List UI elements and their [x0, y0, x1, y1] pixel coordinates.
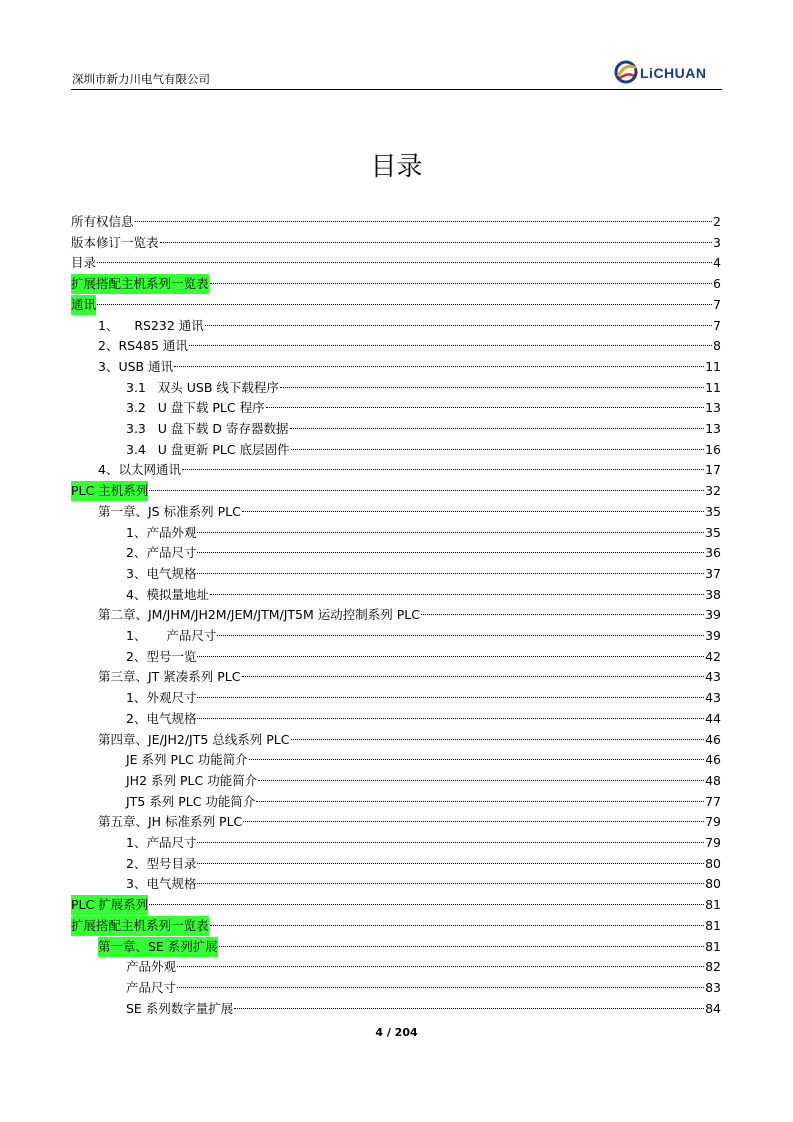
toc-leader-dots	[197, 573, 704, 574]
toc-entry-label: 1、 产品尺寸	[126, 628, 217, 643]
toc-entry-page: 84	[705, 1000, 721, 1016]
page-title: 目录	[370, 152, 423, 182]
toc-entry-label: 目录	[71, 255, 97, 271]
toc-leader-dots	[177, 987, 704, 988]
toc-entry-label: 3.1 双头 USB 线下载程序	[126, 379, 279, 395]
toc-entry-page: 83	[705, 979, 721, 995]
toc-entry-page: 81	[705, 917, 721, 933]
toc-entry[interactable]	[126, 440, 721, 460]
toc-entry[interactable]	[71, 274, 721, 294]
toc-entry-page: 42	[705, 648, 721, 664]
toc-entry-label: 第一章、SE 系列扩展	[98, 937, 218, 957]
toc-leader-dots	[197, 552, 704, 553]
toc-entry[interactable]	[71, 212, 721, 232]
page-indicator: 4 / 204	[375, 1026, 418, 1039]
toc-entry-page: 4	[713, 255, 721, 271]
toc-leader-dots	[197, 883, 704, 884]
toc-leader-dots	[219, 946, 704, 947]
toc-leader-dots	[243, 821, 704, 822]
toc-entry-label: 1、产品尺寸	[126, 835, 197, 850]
toc-entry[interactable]	[71, 916, 721, 936]
toc-entry[interactable]	[98, 336, 721, 356]
header-divider	[71, 89, 722, 90]
toc-entry-label: JH2 系列 PLC 功能简介	[126, 772, 258, 788]
toc-leader-dots	[197, 656, 704, 657]
toc-entry-page: 39	[705, 607, 721, 623]
toc-leader-dots	[160, 242, 713, 243]
toc-leader-dots	[421, 614, 704, 615]
toc-entry-label: 3、电气规格	[126, 876, 197, 892]
logo-text: LiCHUAN	[640, 65, 707, 81]
toc-entry-label: 扩展搭配主机系列一览表	[71, 916, 209, 936]
toc-entry[interactable]	[98, 812, 721, 832]
toc-entry-label: 1、 RS232 通讯	[98, 317, 204, 333]
toc-entry-page: 7	[713, 317, 721, 333]
toc-leader-dots	[256, 801, 704, 802]
toc-entry-page: 35	[705, 503, 721, 519]
toc-leader-dots	[258, 780, 704, 781]
toc-entry-label: 通讯	[71, 295, 96, 315]
toc-entry-page: 81	[705, 938, 721, 954]
toc-entry-page: 3	[713, 234, 721, 250]
toc-entry[interactable]	[126, 750, 721, 770]
toc-entry-label: 1、外观尺寸	[126, 690, 197, 706]
toc-entry-page: 32	[705, 483, 721, 499]
toc-entry[interactable]	[98, 502, 721, 522]
toc-leader-dots	[242, 676, 705, 677]
toc-entry-page: 80	[705, 855, 721, 871]
toc-leader-dots	[290, 428, 705, 429]
toc-entry-page: 80	[705, 876, 721, 892]
toc-entry-label: 2、产品尺寸	[126, 545, 197, 561]
toc-entry[interactable]	[126, 709, 721, 729]
toc-leader-dots	[149, 904, 704, 905]
toc-entry[interactable]	[126, 688, 721, 708]
toc-entry-label: 第三章、JT 紧凑系列 PLC	[98, 669, 241, 685]
toc-entry-page: 6	[713, 276, 721, 292]
toc-entry-page: 46	[705, 752, 721, 768]
toc-leader-dots	[210, 925, 705, 926]
toc-entry-label: 产品外观	[126, 959, 177, 975]
toc-leader-dots	[197, 863, 704, 864]
toc-entry[interactable]	[126, 999, 721, 1019]
toc-leader-dots	[149, 490, 704, 491]
toc-leader-dots	[97, 262, 712, 263]
toc-leader-dots	[197, 532, 704, 533]
toc-entry-label: SE 系列数字量扩展	[126, 1000, 234, 1016]
toc-entry[interactable]	[126, 585, 721, 605]
toc-entry[interactable]	[126, 874, 721, 894]
toc-entry[interactable]	[126, 523, 721, 543]
toc-entry[interactable]	[71, 895, 721, 915]
toc-entry-label: JT5 系列 PLC 功能简介	[126, 793, 256, 809]
toc-leader-dots	[182, 469, 704, 470]
toc-leader-dots	[280, 387, 704, 388]
toc-entry[interactable]	[98, 667, 721, 687]
toc-entry-label: 2、RS485 通讯	[98, 338, 188, 354]
toc-entry-page: 77	[705, 793, 721, 809]
toc-entry-page: 35	[705, 524, 721, 540]
toc-entry[interactable]	[98, 937, 721, 957]
toc-entry[interactable]	[126, 626, 721, 646]
toc-entry[interactable]	[71, 481, 721, 501]
toc-leader-dots	[189, 345, 712, 346]
toc-entry-page: 79	[705, 814, 721, 830]
toc-entry[interactable]	[126, 378, 721, 398]
toc-entry-page: 11	[705, 379, 721, 395]
toc-leader-dots	[177, 966, 704, 967]
toc-entry-page: 46	[705, 731, 721, 747]
toc-entry-page: 11	[705, 358, 721, 374]
toc-leader-dots	[291, 739, 705, 740]
toc-leader-dots	[266, 407, 704, 408]
toc-entry-page: 2	[713, 214, 721, 229]
toc-entry[interactable]	[126, 854, 721, 874]
toc-entry-label: 第二章、JM/JHM/JH2M/JEM/JTM/JT5M 运动控制系列 PLC	[98, 607, 420, 623]
toc-entry-label: 2、电气规格	[126, 710, 197, 726]
toc-entry[interactable]	[126, 419, 721, 439]
toc-leader-dots	[197, 718, 704, 719]
toc-entry-label: 所有权信息	[71, 214, 134, 229]
toc-entry-label: PLC 扩展系列	[71, 895, 148, 915]
toc-leader-dots	[249, 759, 704, 760]
toc-entry-page: 17	[705, 462, 721, 478]
toc-entry-page: 43	[705, 669, 721, 685]
toc-entry[interactable]	[98, 730, 721, 750]
toc-entry[interactable]	[126, 771, 721, 791]
toc-entry[interactable]	[98, 605, 721, 625]
toc-leader-dots	[210, 594, 704, 595]
toc-entry-label: 3、USB 通讯	[98, 358, 174, 374]
toc-entry-label: 产品尺寸	[126, 979, 177, 995]
toc-entry-label: 4、模拟量地址	[126, 586, 209, 602]
toc-entry-label: 3.3 U 盘下载 D 寄存器数据	[126, 421, 289, 436]
toc-entry-page: 13	[705, 400, 721, 416]
toc-entry-page: 7	[713, 296, 721, 312]
toc-entry-page: 81	[705, 897, 721, 913]
toc-entry[interactable]	[126, 647, 721, 667]
toc-entry-label: 第五章、JH 标准系列 PLC	[98, 814, 243, 830]
toc-entry[interactable]	[126, 978, 721, 998]
toc-entry-label: 3.2 U 盘下载 PLC 程序	[126, 400, 265, 416]
toc-entry-label: JE 系列 PLC 功能简介	[126, 752, 248, 768]
toc-entry[interactable]	[98, 357, 721, 377]
toc-entry-label: 4、以太网通讯	[98, 462, 181, 478]
company-name: 深圳市新力川电气有限公司	[72, 72, 210, 86]
toc-entry-page: 13	[705, 421, 721, 436]
toc-entry[interactable]	[98, 316, 721, 336]
toc-entry-label: 版本修订一览表	[71, 234, 159, 250]
toc-leader-dots	[205, 325, 712, 326]
toc-leader-dots	[217, 635, 704, 636]
toc-leader-dots	[197, 842, 704, 843]
toc-entry[interactable]	[71, 295, 721, 315]
toc-entry-page: 38	[705, 586, 721, 602]
toc-entry[interactable]	[71, 233, 721, 253]
toc-entry-page: 43	[705, 690, 721, 706]
toc-entry[interactable]	[126, 957, 721, 977]
toc-entry-page: 16	[705, 441, 721, 457]
toc-leader-dots	[197, 697, 704, 698]
toc-entry-label: 3、电气规格	[126, 565, 197, 581]
toc-entry[interactable]	[71, 253, 721, 273]
toc-entry[interactable]	[126, 564, 721, 584]
toc-entry-page: 48	[705, 772, 721, 788]
toc-entry[interactable]	[126, 543, 721, 563]
toc-entry-page: 82	[705, 959, 721, 975]
toc-leader-dots	[174, 366, 704, 367]
toc-entry-page: 79	[705, 835, 721, 850]
toc-entry[interactable]	[126, 398, 721, 418]
toc-entry[interactable]	[98, 460, 721, 480]
toc-leader-dots	[97, 304, 712, 305]
toc-entry[interactable]	[126, 792, 721, 812]
toc-entry-label: PLC 主机系列	[71, 481, 148, 501]
toc-entry-label: 第四章、JE/JH2/JT5 总线系列 PLC	[98, 731, 290, 747]
toc-entry[interactable]	[126, 833, 721, 853]
toc-leader-dots	[135, 221, 713, 222]
toc-entry-page: 37	[705, 565, 721, 581]
toc-entry-label: 扩展搭配主机系列一览表	[71, 274, 209, 294]
toc-entry-page: 8	[713, 338, 721, 354]
toc-entry-page: 39	[705, 628, 721, 643]
toc-entry-label: 1、产品外观	[126, 524, 197, 540]
toc-entry-label: 3.4 U 盘更新 PLC 底层固件	[126, 441, 290, 457]
toc-leader-dots	[291, 449, 704, 450]
toc-leader-dots	[234, 1008, 704, 1009]
toc-entry-page: 44	[705, 710, 721, 726]
toc-entry-label: 2、型号一览	[126, 648, 197, 664]
toc-entry-page: 36	[705, 545, 721, 561]
toc-entry-label: 第一章、JS 标准系列 PLC	[98, 503, 241, 519]
toc-entry-label: 2、型号目录	[126, 855, 197, 871]
toc-leader-dots	[242, 511, 704, 512]
toc-leader-dots	[210, 283, 713, 284]
